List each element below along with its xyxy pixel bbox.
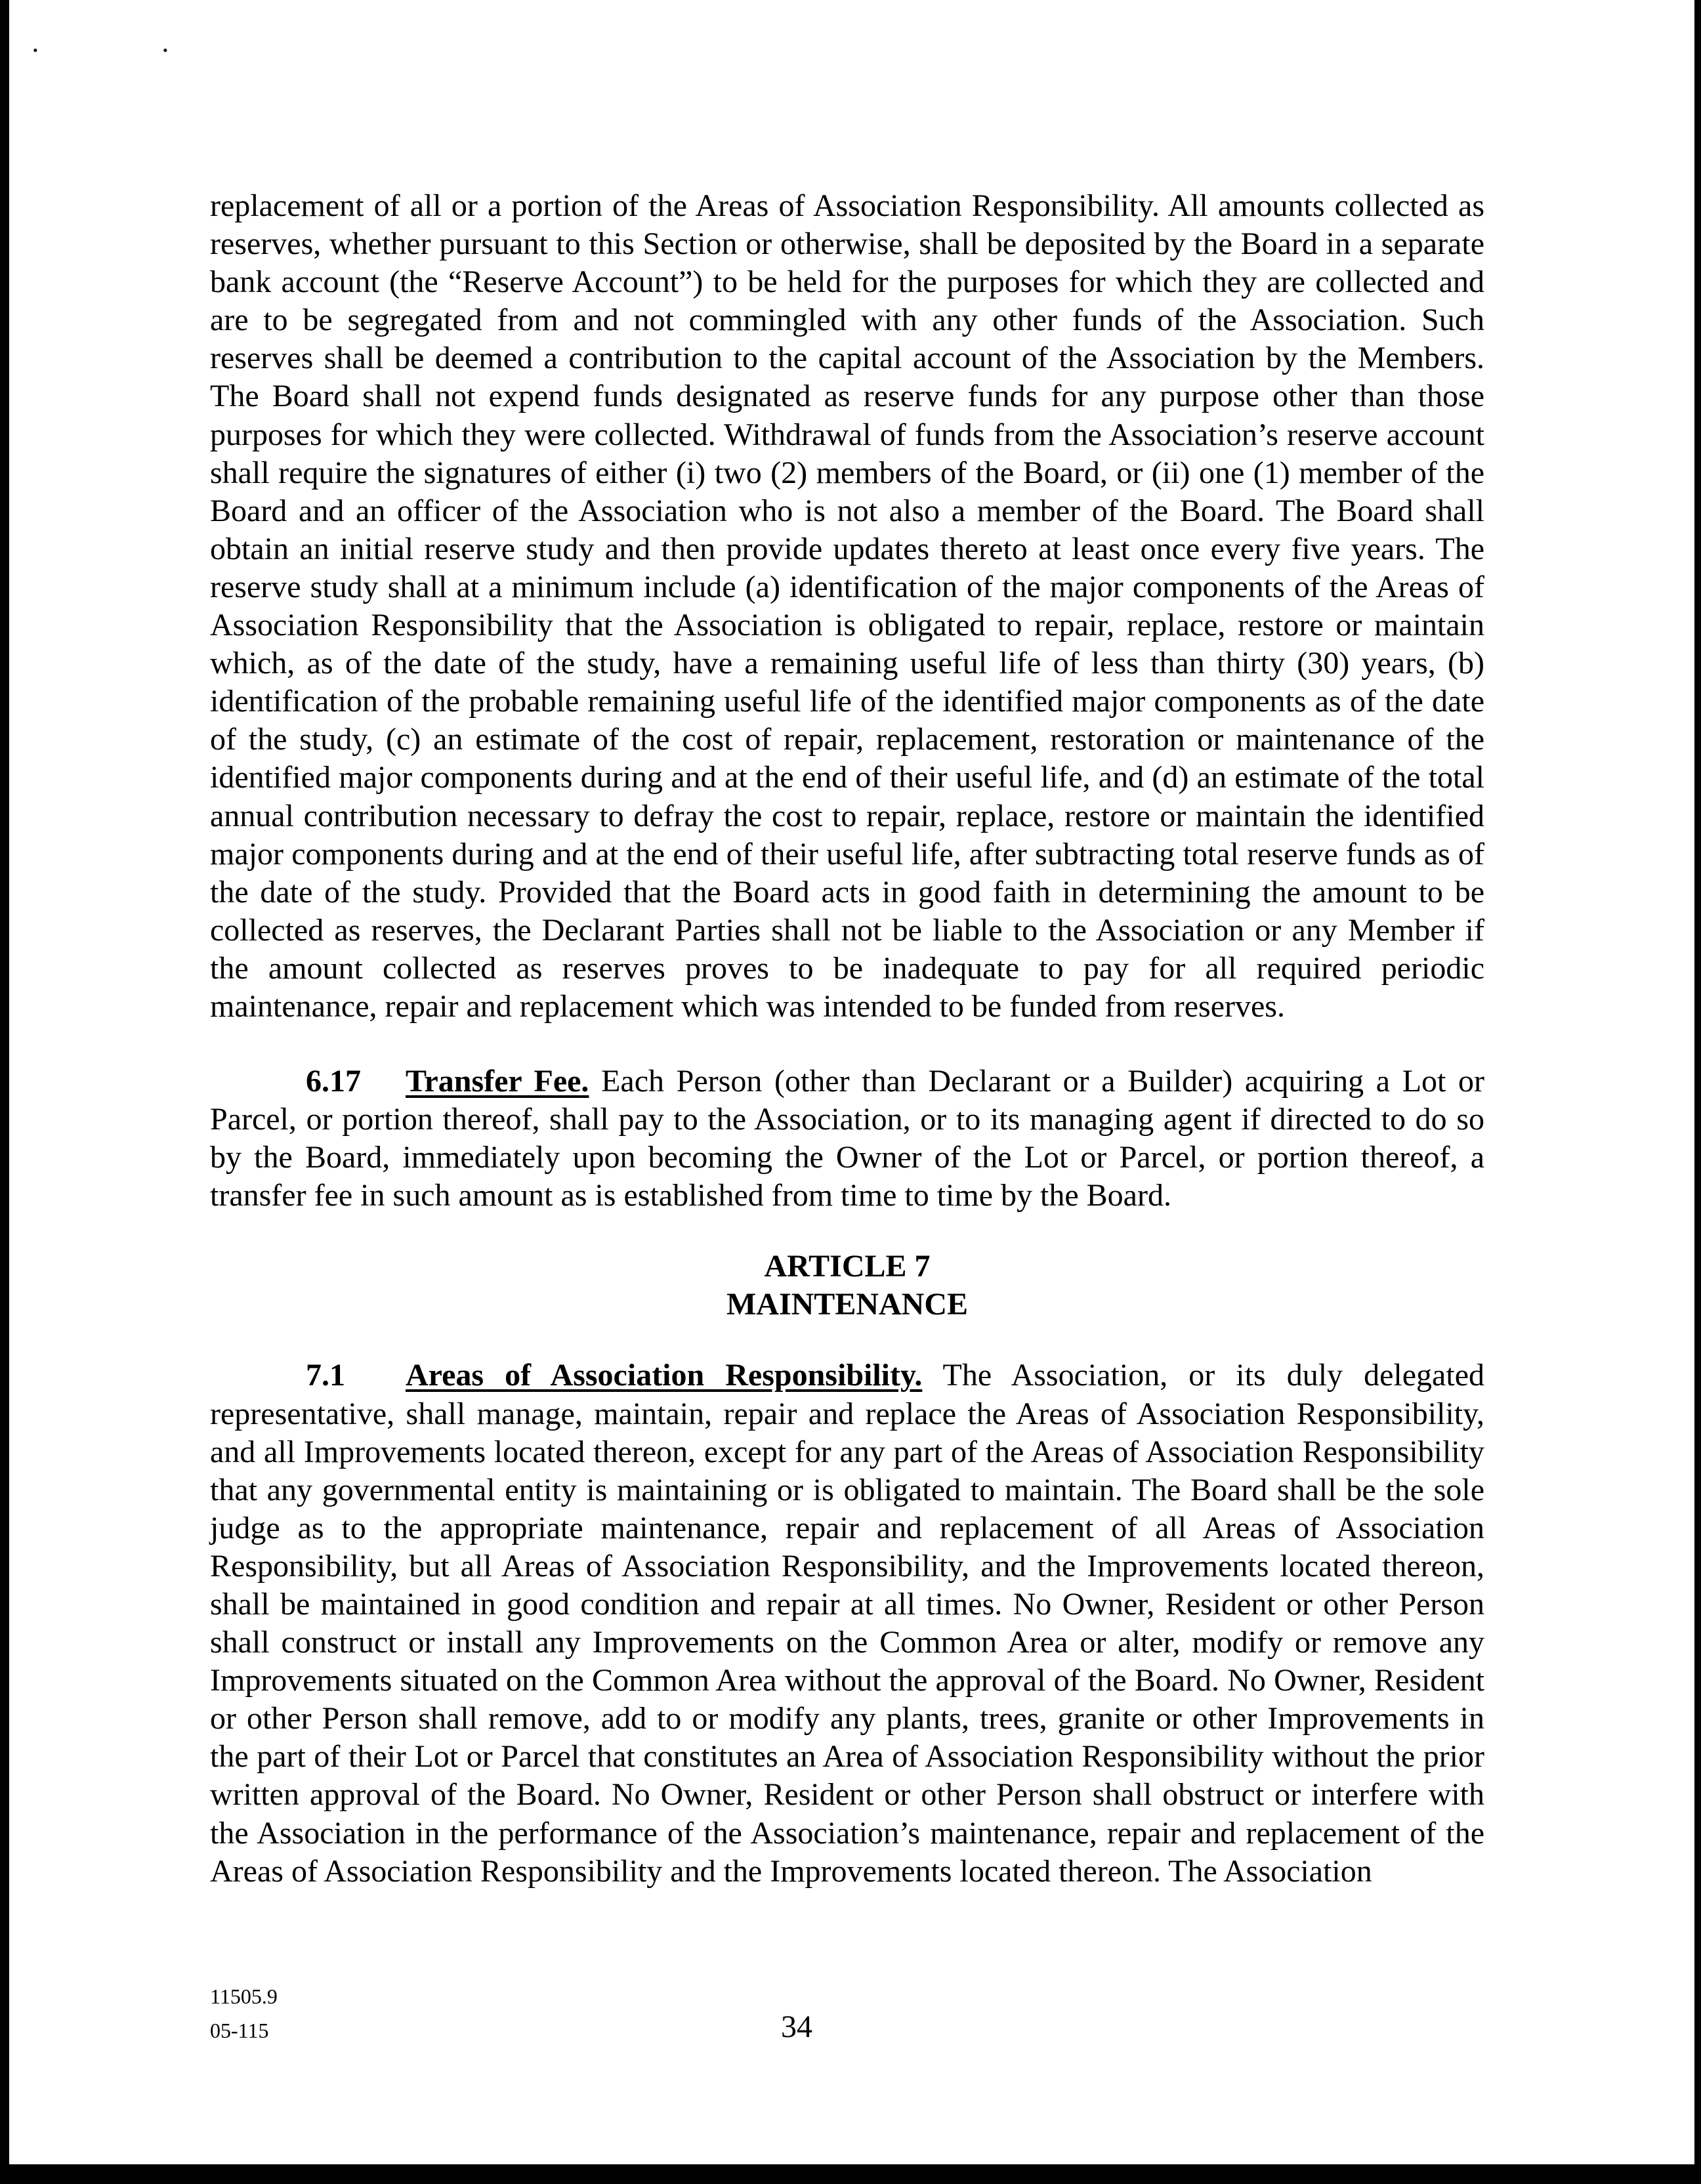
section-6-17 <box>210 1062 1484 1215</box>
paragraph-reserves: replacement of all or a portion of the Areas of Association Responsibility. All amounts collected as reserves, whether pursuant to this Section or otherwise, shall be deposited by the Board in a separate bank account (the “Reserve Account”) to be held for the purposes for which they are collected and are to be segregated from and not commingled with any other funds of the Association. Such reserves shall be deemed a contribution to the capital account of the Association by the Members. The Board shall not expend funds designated as reserve funds for any purpose other than those purposes for which they were collected. Withdrawal of funds from the Association’s reserve account shall require the signatures of either (i) two (2) members of the Board, or (ii) one (1) member of the Board and an officer of the Association who is not also a member of the Board. The Board shall obtain an initial reserve study and then provide updates thereto at least once every five years. The reserve study shall at a minimum include (a) identification of the major components of the Areas of Association Responsibility that the Association is obligated to repair, replace, restore or maintain which, as of the date of the study, have a remaining useful life of less than thirty (30) years, (b) identification of the probable remaining useful life of the identified major components as of the date of the study, (c) an estimate of the cost of repair, replacement, restoration or maintenance of the identified major components during and at the end of their useful life, and (d) an estimate of the total annual contribution necessary to defray the cost to repair, replace, restore or maintain the identified major components during and at the end of their useful life, after subtracting total reserve funds as of the date of the study. Provided that the Board acts in good faith in determining the amount to be collected as reserves, the Declarant Parties shall not be liable to the Association or any Member if the amount collected as reserves proves to be inadequate to pay for all required periodic maintenance, repair and replacement which was intended to be funded from reserves. <box>210 188 1484 1024</box>
section-number: 6.17 <box>306 1064 361 1099</box>
paragraph-gap <box>210 1215 1484 1248</box>
section-body: The Association, or its duly delegated representative, shall manage, maintain, repair and replace the Areas of Association Responsibility, and all Improvements located thereon, except for any part of the Areas of Association Responsibility that any governmental entity is maintaining or is obligated to maintain. The Board shall be the sole judge as to the appropriate maintenance, repair and replacement of all Areas of Association Responsibility, but all Areas of Association Responsibility, and the Improvements located thereon, shall be maintained in good condition and repair at all times. No Owner, Resident or other Person shall construct or install any Improvements on the Common Area or alter, modify or remove any Improvements situated on the Common Area without the approval of the Board. No Owner, Resident or other Person shall remove, add to or modify any plants, trees, granite or other Improvements in the part of their Lot or Parcel that constitutes an Area of Association Responsibility without the prior written approval of the Board. No Owner, Resident or other Person shall obstruct or interfere with the Association in the performance of the Association’s maintenance, repair and replacement of the Areas of Association Responsibility and the Improvements located thereon. The Association <box>210 1358 1484 1889</box>
paragraph-gap <box>210 1026 1484 1062</box>
article-label: ARTICLE 7 <box>764 1249 931 1284</box>
scan-border-bottom <box>0 2164 1701 2184</box>
document-body <box>210 187 1484 1891</box>
scan-border-left <box>0 0 9 2184</box>
section-title: Transfer Fee. <box>406 1064 589 1099</box>
section-title: Areas of Association Responsibility. <box>406 1358 923 1393</box>
page-number: 34 <box>781 2009 812 2044</box>
paragraph-gap <box>210 1324 1484 1356</box>
footer-doc-code: 11505.9 <box>210 1984 278 2008</box>
scan-border-right <box>1694 0 1701 2184</box>
section-number: 7.1 <box>306 1358 345 1393</box>
scan-mark: • <box>33 42 38 58</box>
section-body: Each Person (other than Declarant or a Builder) acquiring a Lot or Parcel, or portion thereof, shall pay to the Association, or to its managing agent if directed to do so by the Board, immediately upon becoming the Owner of the Lot or Parcel, or portion thereof, a transfer fee in such amount as is established from time to time by the Board. <box>210 1064 1484 1213</box>
article-title: MAINTENANCE <box>726 1287 968 1322</box>
scan-mark: • <box>163 42 168 58</box>
footer-doc-ref: 05-115 <box>210 2019 269 2042</box>
section-7-1 <box>210 1356 1484 1890</box>
